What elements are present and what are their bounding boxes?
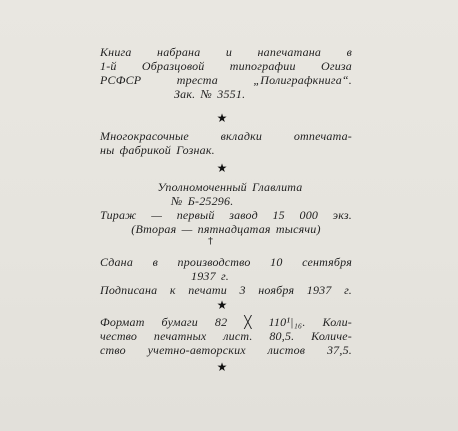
plates-paragraph (100, 129, 352, 157)
star-divider-1: ★ (216, 111, 228, 125)
censor-line-1: Уполномоченный Главлита (157, 180, 303, 194)
print-run: Тираж — первый завод 15 000 экз. (100, 208, 352, 222)
plates-line-2: ны фабрикой Гознак. (100, 143, 215, 157)
censor-number: № Б-25296. (171, 194, 234, 208)
star-divider-3: ★ (216, 298, 228, 312)
production-date: Сдана в производство 10 сентября (100, 255, 352, 269)
star-divider-2: ★ (216, 161, 228, 175)
format-line-3: ство учетно-авторских листов 37,5. (100, 343, 352, 357)
dates-paragraph (100, 255, 352, 297)
printing-line-1: Книга набрана и напечатана в (100, 45, 352, 59)
format-paragraph (100, 315, 352, 357)
signed-date: Подписана к печати 3 ноября 1937 г. (100, 283, 352, 297)
printing-line-2: 1-й Образцовой типографии Огиза (100, 59, 352, 73)
plates-line-1: Многокрасочные вкладки отпечата- (100, 129, 352, 143)
format-line-1: Формат бумаги 82 ╳ 110¹|₁₆. Коли- (100, 315, 352, 329)
star-divider-4: ★ (216, 360, 228, 374)
format-line-2: чество печатных лист. 80,5. Количе- (100, 329, 352, 343)
order-number: Зак. № 3551. (174, 87, 246, 101)
censor-paragraph (100, 180, 352, 236)
thousands-note: (Вторая — пятнадцатая тысячи) (131, 222, 321, 236)
dagger-mark: † (208, 236, 213, 247)
printing-house-paragraph (100, 45, 352, 101)
printing-line-3: РСФСР треста „Полиграфкнига“. (100, 73, 352, 87)
production-year: 1937 г. (191, 269, 229, 283)
